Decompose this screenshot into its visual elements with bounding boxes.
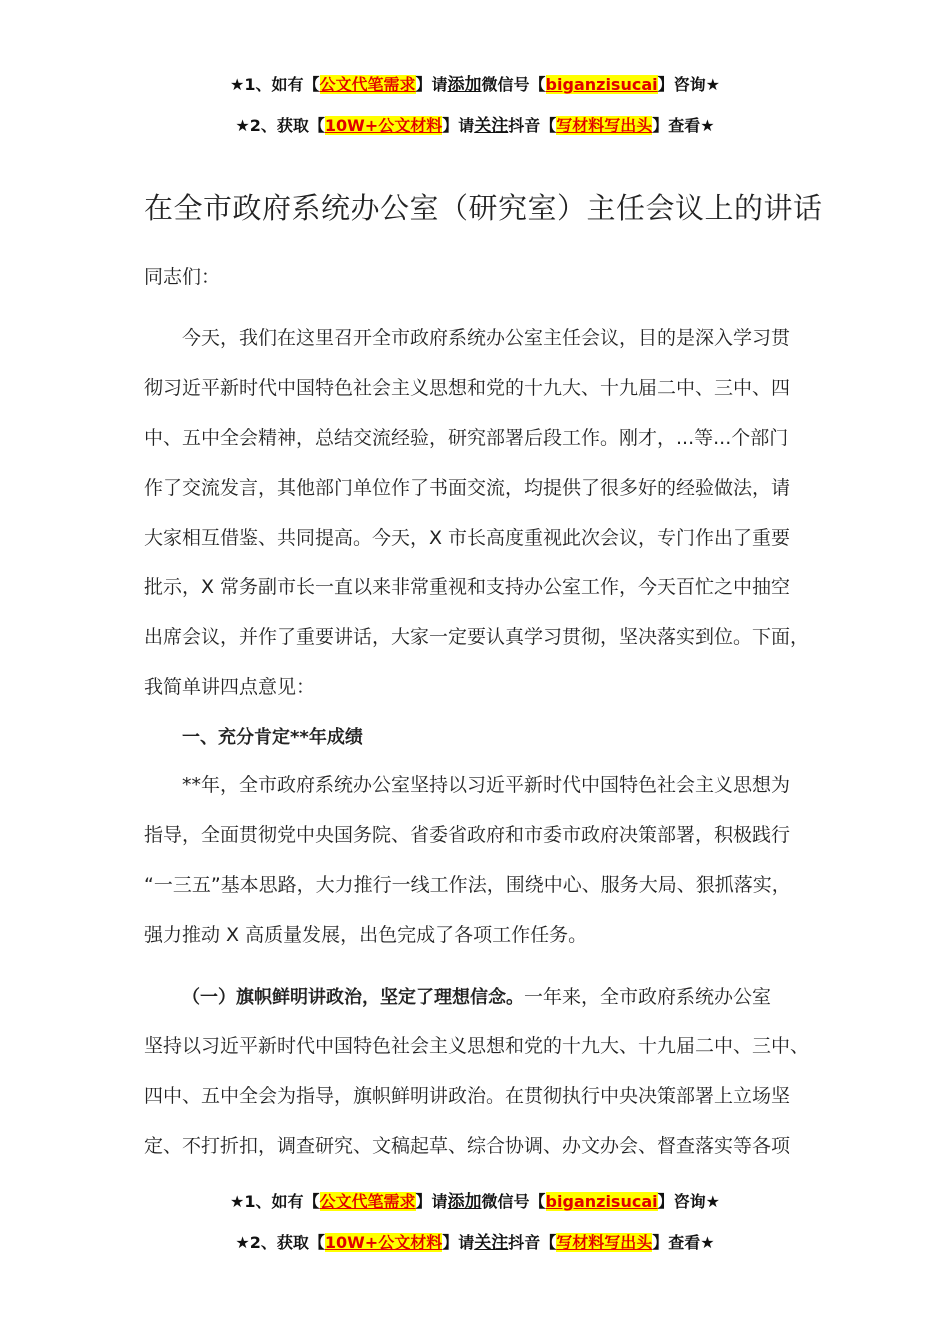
promo-banner-bottom-line2 [0,1228,950,1253]
banner-text: 微信号【 [481,1192,546,1211]
paragraph-line: 彻习近平新时代中国特色社会主义思想和党的十九大、十九届二中、三中、四 [144,377,791,399]
paragraph-line: 批示，X 常务副市长一直以来非常重视和支持办公室工作，今天百忙之中抽空 [144,576,791,598]
subsection-text: 一年来，全市政府系统办公室 [524,986,772,1008]
banner-text: 抖音【 [508,1233,557,1252]
paragraph-line: 出席会议，并作了重要讲话，大家一定要认真学习贯彻，坚决落实到位。下面， [144,626,810,648]
banner-text: ★1、如有【 [230,75,320,94]
banner-emphasis: 关注 [474,116,509,136]
banner-text: ★1、如有【 [230,1192,320,1211]
banner-text: 微信号【 [481,75,546,94]
banner-text: 抖音【 [508,116,557,135]
paragraph-line: 我简单讲四点意见： [144,676,316,698]
banner-text: ★2、获取【 [235,1233,325,1252]
wechat-id-highlight[interactable]: biganzisucai [545,1192,658,1211]
paragraph-line: 坚持以习近平新时代中国特色社会主义思想和党的十九大、十九届二中、三中、 [144,1035,810,1057]
paragraph-line: **年，全市政府系统办公室坚持以习近平新时代中国特色社会主义思想为 [182,774,791,796]
document-title: 在全市政府系统办公室（研究室）主任会议上的讲话 [144,191,823,225]
section-heading: 一、充分肯定**年成绩 [182,727,363,748]
douyin-id-highlight[interactable]: 写材料写出头 [556,116,653,135]
paragraph-line: 四中、五中全会为指导，旗帜鲜明讲政治。在贯彻执行中央决策部署上立场坚 [144,1085,791,1107]
banner-highlight[interactable]: 10W+公文材料 [324,116,443,135]
banner-text: 】请 [442,116,475,135]
promo-banner-top-line2 [0,111,950,136]
banner-highlight[interactable]: 公文代笔需求 [319,75,416,94]
paragraph-line: 定、不打折扣，调查研究、文稿起草、综合协调、办文办会、督查落实等各项 [144,1135,791,1157]
promo-banner-top-line1 [0,70,950,95]
promo-banner-bottom-line1 [0,1187,950,1212]
paragraph-line: 作了交流发言，其他部门单位作了书面交流，均提供了很多好的经验做法，请 [144,477,791,499]
banner-highlight[interactable]: 公文代笔需求 [319,1192,416,1211]
wechat-id-highlight[interactable]: biganzisucai [545,75,658,94]
subsection-first-line [182,982,771,1009]
banner-text: 】请 [415,1192,448,1211]
banner-text: 】请 [442,1233,475,1252]
subsection-heading: （一）旗帜鲜明讲政治，坚定了理想信念。 [182,987,524,1008]
paragraph-line: 中、五中全会精神，总结交流经验，研究部署后段工作。刚才，...等...个部门 [144,427,789,449]
banner-text: ★2、获取【 [235,116,325,135]
paragraph-line: 今天，我们在这里召开全市政府系统办公室主任会议，目的是深入学习贯 [182,327,791,349]
banner-text: 】查看★ [652,116,715,135]
banner-text: 】查看★ [652,1233,715,1252]
paragraph-line: 强力推动 X 高质量发展，出色完成了各项工作任务。 [144,924,588,946]
banner-emphasis: 添加 [447,75,482,95]
paragraph-line: 大家相互借鉴、共同提高。今天，X 市长高度重视此次会议，专门作出了重要 [144,527,791,549]
paragraph-line: “一三五”基本思路，大力推行一线工作法，围绕中心、服务大局、狠抓落实， [144,874,791,896]
banner-emphasis: 添加 [447,1192,482,1212]
douyin-id-highlight[interactable]: 写材料写出头 [556,1233,653,1252]
greeting: 同志们： [144,266,221,288]
banner-highlight[interactable]: 10W+公文材料 [324,1233,443,1252]
banner-text: 】咨询★ [657,1192,720,1211]
banner-text: 】请 [415,75,448,94]
banner-emphasis: 关注 [474,1233,509,1253]
banner-text: 】咨询★ [657,75,720,94]
paragraph-line: 指导，全面贯彻党中央国务院、省委省政府和市委市政府决策部署，积极践行 [144,824,791,846]
